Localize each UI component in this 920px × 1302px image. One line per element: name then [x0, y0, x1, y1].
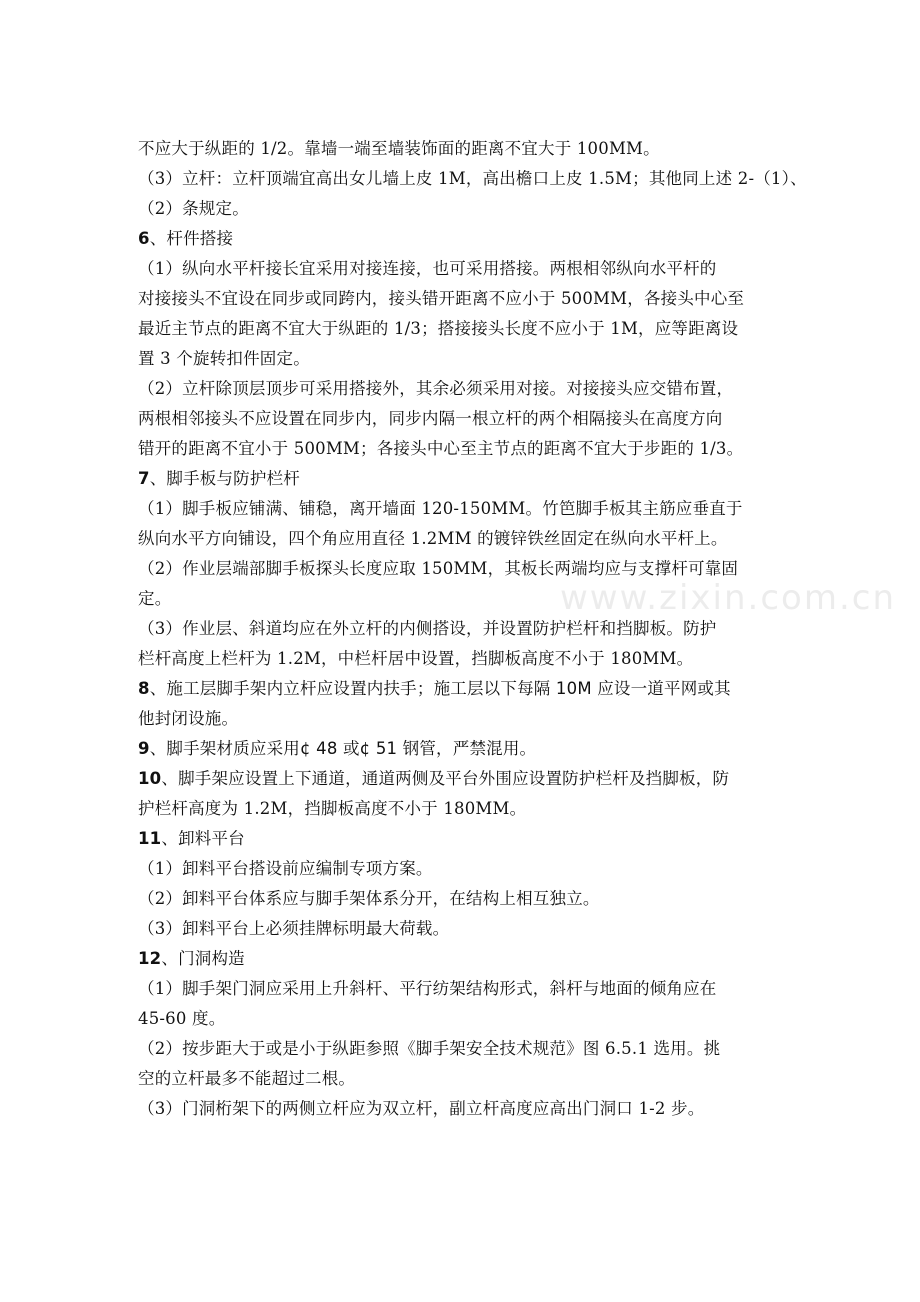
section-heading-9 [138, 734, 784, 764]
text-line: 置 3 个旋转扣件固定。 [138, 349, 310, 368]
text-line: （1）纵向水平杆接长宜采用对接连接，也可采用搭接。两根相邻纵向水平杆的 [138, 259, 717, 278]
text-line: 错开的距离不宜小于 500MM；各接头中心至主节点的距离不宜大于步距的 1/3。 [138, 439, 744, 458]
text-line: 对接接头不宜设在同步或同跨内，接头错开距离不应小于 500MM，各接头中心至 [138, 289, 745, 308]
section-title: 、卸料平台 [161, 829, 245, 848]
text-line: 不应大于纵距的 1/2。靠墙一端至墙装饰面的距离不宜大于 100MM。 [138, 139, 660, 158]
section-number: 12 [138, 949, 162, 968]
text-line: （3）立杆：立杆顶端宜高出女儿墙上皮 1M，高出檐口上皮 1.5M；其他同上述 2-（1）、 [138, 169, 807, 188]
section-heading-12 [138, 944, 784, 974]
text-line: （2）按步距大于或是小于纵距参照《脚手架安全技术规范》图 6.5.1 选用。挑 [138, 1039, 721, 1058]
text-line: 两根相邻接头不应设置在同步内，同步内隔一根立杆的两个相隔接头在高度方向 [138, 409, 723, 428]
section-number: 11 [138, 829, 162, 848]
text-line: 护栏杆高度为 1.2M，挡脚板高度不小于 180MM。 [138, 799, 527, 818]
text-line: 他封闭设施。 [138, 709, 239, 728]
section-title: 、施工层脚手架内立杆应设置内扶手；施工层以下每隔 10M 应设一道平网或其 [149, 679, 731, 698]
section-heading-6 [138, 224, 784, 254]
section-number: 10 [138, 769, 162, 788]
section-heading-8 [138, 674, 784, 704]
text-line: （1）脚手架门洞应采用上升斜杆、平行纺架结构形式，斜杆与地面的倾角应在 [138, 979, 717, 998]
section-title: 、脚手架材质应采用¢ 48 或¢ 51 钢管，严禁混用。 [149, 739, 537, 758]
section-number: 8 [138, 679, 150, 698]
section-heading-7 [138, 464, 784, 494]
text-line: （1）卸料平台搭设前应编制专项方案。 [138, 859, 433, 878]
text-line: 最近主节点的距离不宜大于纵距的 1/3；搭接接头长度不应小于 1M，应等距离设 [138, 319, 739, 338]
section-number: 9 [138, 739, 150, 758]
text-line: （2）立杆除顶层顶步可采用搭接外，其余必须采用对接。对接接头应交错布置， [138, 379, 734, 398]
section-title: 、脚手板与防护栏杆 [149, 469, 300, 488]
section-number: 7 [138, 469, 150, 488]
section-title: 、门洞构造 [161, 949, 245, 968]
text-line: 45-60 度。 [138, 1009, 226, 1028]
document-body [138, 134, 807, 1124]
section-number: 6 [138, 229, 150, 248]
text-line: （2）条规定。 [138, 199, 249, 218]
text-line: （3）门洞桁架下的两侧立杆应为双立杆，副立杆高度应高出门洞口 1-2 步。 [138, 1099, 705, 1118]
section-title: 、脚手架应设置上下通道，通道两侧及平台外围应设置防护栏杆及挡脚板，防 [161, 769, 730, 788]
text-line: 纵向水平方向铺设，四个角应用直径 1.2MM 的镀锌铁丝固定在纵向水平杆上。 [138, 529, 728, 548]
text-line: （2）卸料平台体系应与脚手架体系分开，在结构上相互独立。 [138, 889, 600, 908]
watermark: www.zixin.com.cn [560, 578, 896, 618]
text-line: （1）脚手板应铺满、铺稳，离开墙面 120-150MM。竹笆脚手板其主筋应垂直于 [138, 499, 743, 518]
text-line: 定。 [138, 589, 172, 608]
text-line: 空的立杆最多不能超过二根。 [138, 1069, 356, 1088]
section-title: 、杆件搭接 [149, 229, 234, 248]
section-heading-11 [138, 824, 784, 854]
section-heading-10 [138, 764, 784, 794]
text-line: 栏杆高度上栏杆为 1.2M，中栏杆居中设置，挡脚板高度不小于 180MM。 [138, 649, 694, 668]
text-line: （2）作业层端部脚手板探头长度应取 150MM，其板长两端均应与支撑杆可靠固 [138, 559, 739, 578]
text-line: （3）作业层、斜道均应在外立杆的内侧搭设，并设置防护栏杆和挡脚板。防护 [138, 619, 717, 638]
text-line: （3）卸料平台上必须挂牌标明最大荷载。 [138, 919, 450, 938]
